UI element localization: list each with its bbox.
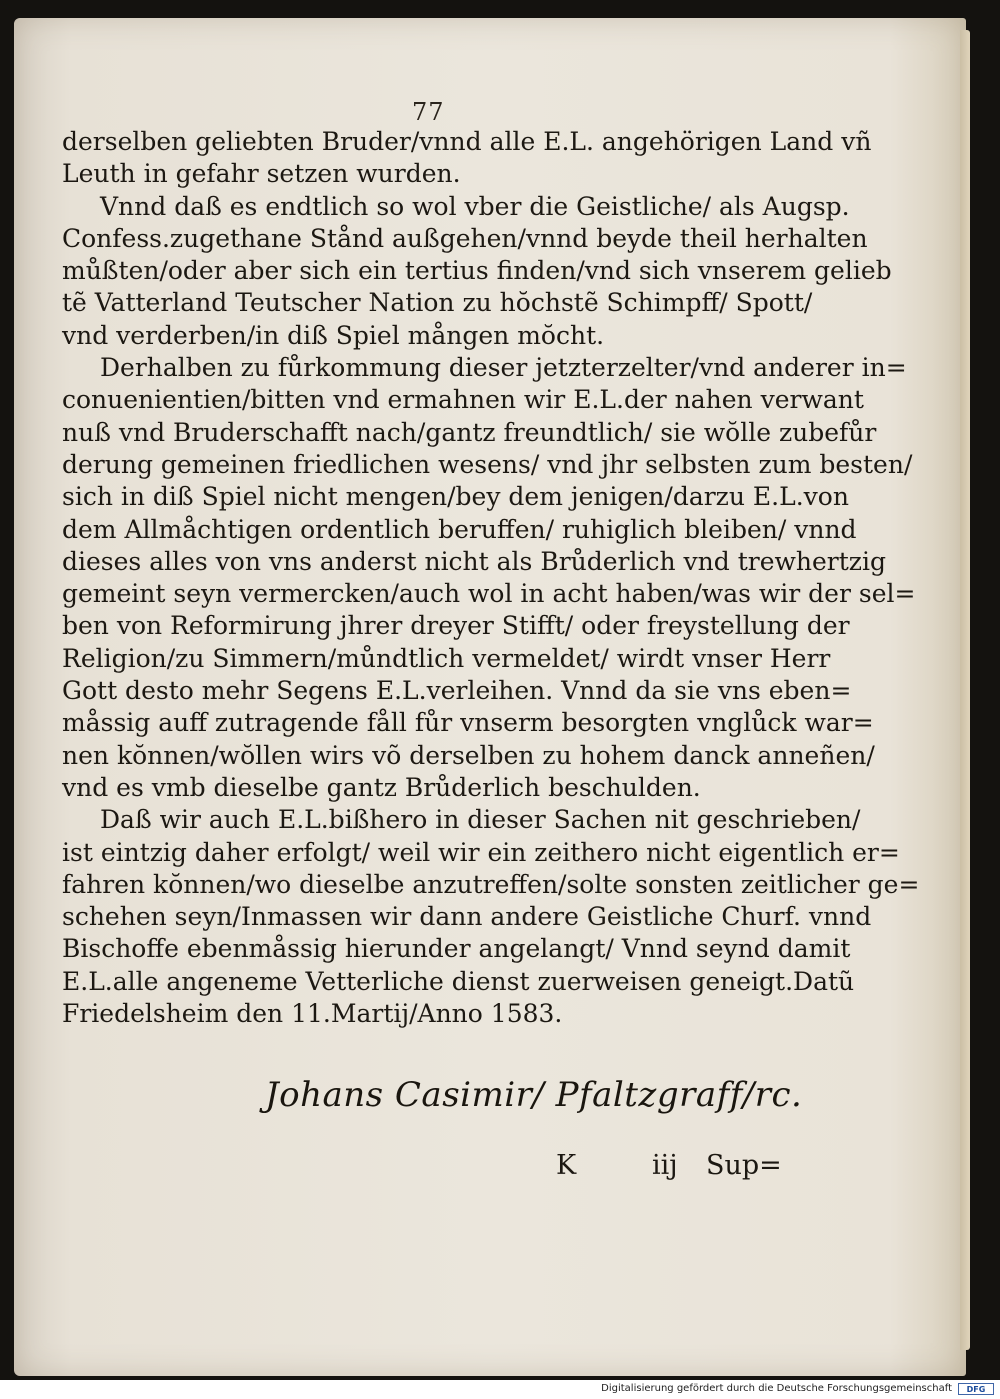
text-line: Derhalben zu fůrkommung dieser jetzterzelter/vnd anderer in= [100,353,907,383]
text-line: derung gemeinen friedlichen wesens/ vnd jhr selbsten zum besten/ [62,449,913,479]
text-line: Vnnd daß es endtlich so wol vber die Geistliche/ als Augsp. [100,191,850,221]
text-line: Friedelsheim den 11.Martij/Anno 1583. [62,999,563,1029]
text-line: dem Allmåchtigen ordentlich beruffen/ ruhiglich bleiben/ vnnd [62,514,857,544]
text-line: nen kŏnnen/wŏllen wirs võ derselben zu hohem danck anneñen/ [62,740,875,770]
text-line: sich in diß Spiel nicht mengen/bey dem jenigen/darzu E.L.von [62,482,849,512]
funding-credit: Digitalisierung gefördert durch die Deutsche Forschungsgemeinschaft [601,1383,952,1394]
text-line: dieses alles von vns anderst nicht als Brůderlich vnd trewhertzig [62,546,886,576]
text-line: ben von Reformirung jhrer dreyer Stifft/ oder freystellung der [62,611,850,641]
signature-number: iij [652,1150,678,1181]
text-line: tẽ Vatterland Teutscher Nation zu hŏchstẽ Schimpff/ Spott/ [62,288,813,318]
body-text [62,126,920,1030]
signature-mark: K [556,1150,577,1181]
page-number: 77 [412,98,445,126]
signature: Johans Casimir/ Pfaltzgraff/rc. [265,1075,803,1115]
text-line: Bischoffe ebenmåssig hierunder angelangt/ Vnnd seynd damit [62,934,851,964]
text-line: nuß vnd Bruderschafft nach/gantz freundtlich/ sie wŏlle zubefůr [62,417,877,447]
catchword: Sup= [706,1150,782,1181]
text-line: Confess.zugethane Stånd außgehen/vnnd beyde theil herhalten [62,223,868,253]
text-line: måssig auff zutragende fåll fůr vnserm besorgten vnglůck war= [62,708,874,738]
text-line: schehen seyn/Inmassen wir dann andere Geistliche Churf. vnnd [62,902,872,932]
text-line: conuenientien/bitten vnd ermahnen wir E.L.der nahen verwant [62,385,864,415]
text-line: ist eintzig daher erfolgt/ weil wir ein zeithero nicht eigentlich er= [62,837,900,867]
text-line: derselben geliebten Bruder/vnnd alle E.L. angehörigen Land vñ [62,127,872,156]
text-line: vnd es vmb dieselbe gantz Brůderlich beschulden. [62,772,701,802]
dfg-logo-icon: DFG [958,1383,994,1395]
text-line: Daß wir auch E.L.bißhero in dieser Sachen nit geschrieben/ [100,805,861,835]
text-line: vnd verderben/in diß Spiel mången mŏcht. [62,320,605,350]
footer-bar [0,1380,1000,1399]
text-line: Leuth in gefahr setzen wurden. [62,159,461,189]
text-line: fahren kŏnnen/wo dieselbe anzutreffen/solte sonsten zeitlicher ge= [62,869,920,899]
text-line: Religion/zu Simmern/můndtlich vermeldet/ wirdt vnser Herr [62,643,831,673]
text-line: gemeint seyn vermercken/auch wol in acht haben/was wir der sel= [62,579,916,609]
text-line: můßten/oder aber sich ein tertius finden/vnd sich vnserem gelieb [62,256,892,286]
page-edge [960,30,970,1350]
text-line: Gott desto mehr Segens E.L.verleihen. Vnnd da sie vns eben= [62,676,852,706]
text-line: E.L.alle angeneme Vetterliche dienst zuerweisen geneigt.Datũ [62,966,855,996]
